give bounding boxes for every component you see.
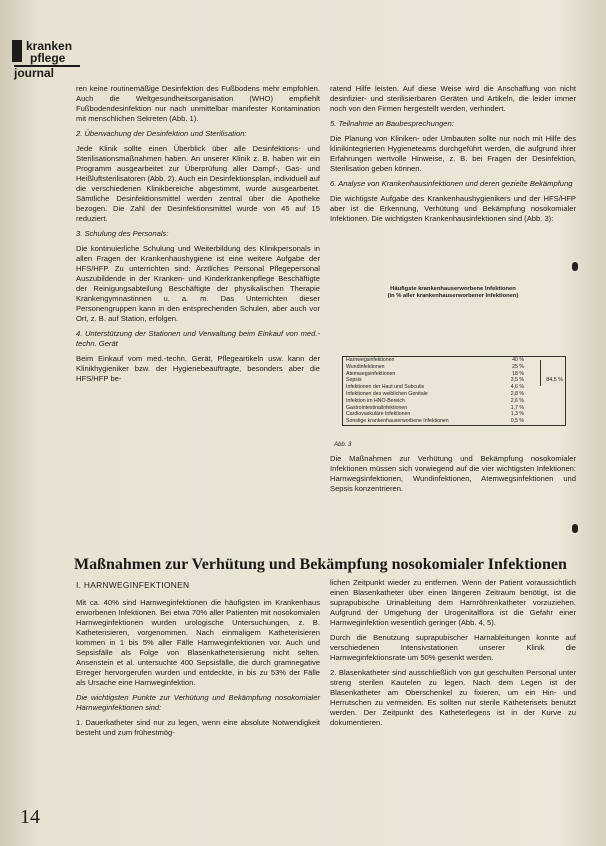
paragraph: 2. Blasenkatheter sind ausschließlich von gut geschulten Personal unter streng sterilen Kautelen zu legen. Nach dem Legen ist der Blasenkatheter am Oberschenkel zu fixieren, um ein Hin- und Herrutschen zu vermeiden. Es sollten nur sterile Katheterisets benutzt werden. Der Zeitpunkt des Katheterlegens ist in der Kurve zu dokumentieren. <box>330 668 576 727</box>
row-label: Infektionen des weiblichen Genitale <box>346 390 428 397</box>
paragraph: Die Planung von Kliniken- oder Umbauten sollte nur noch mit Hilfe des klinikintegrierten Hygieneteams durchgeführt werden, die aufgrund ihrer Erfahrungen wertvolle Hinweise, z. B. bei Fragen der Desinfektion, Sterilisation geben können. <box>330 134 576 173</box>
section-heading: 2. Überwachung der Desinfektion und Sterilisation: <box>76 129 247 138</box>
row-value: 40 % <box>512 357 524 363</box>
bottom-left-column <box>76 580 320 743</box>
section-heading: 6. Analyse von Krankenhausinfektionen und deren gezielte Bekämpfung <box>330 179 573 188</box>
row-label: Sepsis <box>346 377 362 384</box>
table-row <box>343 411 565 418</box>
section-heading: 4. Unterstützung der Stationen und Verwaltung beim Einkauf von med.-techn. Gerät <box>76 329 320 348</box>
page-number: 14 <box>20 806 40 828</box>
row-value: 1,7 % <box>510 404 524 411</box>
section-heading: Die wichtigsten Punkte zur Verhütung und Bekämpfung nosokomialer Harnweginfektionen sind: <box>76 693 320 712</box>
infection-table <box>342 356 566 426</box>
row-value: 2,6 % <box>510 397 524 404</box>
section-heading: 5. Teilnahme an Baubesprechungen: <box>330 119 454 128</box>
row-value: 4,6 % <box>510 384 524 391</box>
binder-hole <box>572 524 578 533</box>
row-label: Harnwegsinfektionen <box>346 357 395 363</box>
journal-logo <box>14 40 80 79</box>
figure-subtitle: (in % aller krankenhauserworbener Infektionen) <box>387 293 519 299</box>
paragraph: ren keine routinemäßige Desinfektion des Fußbodens mehr empfohlen. Auch die Weltgesundheitsorganisation (WHO) empfiehlt Fußbodendesinfektion nur nach unmittelbar manifester Kontamination mit menschlichen Sekreten (Abb. 1). <box>76 84 320 123</box>
table-row <box>343 384 565 391</box>
figure-title: Häufigste krankenhauserworbene Infektionen <box>390 286 516 292</box>
row-label: Infektionen der Haut und Subcutis <box>346 384 425 391</box>
paragraph: Mit ca. 40% sind Harnweginfektionen die häufigsten im Krankenhaus erworbenen Infektionen. Bei etwa 70% aller Patienten mit nosokomialen Harnweginfektionen wurden urologische Untersuchungen, z. B. Katheterisieren, vorgenommen. Nach einmaligem Katheterisieren kommen in 1 bis 5% aller Fälle Harnweginfektionen vor. Auch und Sepsisfälle als Folge von Blasenkatheterisierung nicht selten. Ansenstein et al. untersuchte 400 Sepsisfälle, die durch gramnegative Erreger hervorgerufen wurden und entdeckte, in bis zu 53% der Fälle als Ursache eine Harnweginfektion. <box>76 598 320 687</box>
paragraph: Durch die Benutzung suprapubischer Harnableitungen konnte auf verschiedenen Intensivstationen unserer Klinik die Harnweginfektionsrate um 50% gesenkt werden. <box>330 633 576 662</box>
table-row <box>343 371 565 378</box>
row-label: Cardiovaskuläre Infektionen <box>346 411 411 418</box>
row-value: 25 % <box>512 363 524 370</box>
paragraph: Die kontinuierliche Schulung und Weiterbildung des Klinikpersonals in allen Fragen der Krankenhaushygiene ist eine weitere Aufgabe der HFS/HFP. Zu unterrichten sind: Ärztliches Personal Pflegepersonal Auszubildende in der Kranken- und Kinderkrankenpflege Beschäftigte der Reinigungsabteilung Beschäftigte der physikalischen Therapie Krankengymnastinnen u. a. m. Das Unterrichten dieser Personengruppen kann in den entsprechenden Schulen, aber auch vor Ort, z. B. auf Station, erfolgen. <box>76 244 320 323</box>
row-label: Atemwegsinfektionen <box>346 370 396 377</box>
paragraph: Jede Klinik sollte einen Überblick über alle Desinfektions- und Sterilisationsmaßnahmen haben. An unserer Klinik z. B. haben wir ein Programm ausgearbeitet zur Überprüfung aller Dampf-, Gas- und Heißluftsterilisatoren (Abb. 2). Auch ein Desinfektionsplan, individuell auf die verschiedenen Klinikbereiche abgestimmt, wurde ausgearbeitet. Sämtliche Desinfektionsmittel werden zentral über die Apotheke bezogen. Die Zahl der Desinfektionsmittel wurde von 45 auf 15 reduziert. <box>76 144 320 223</box>
row-value: 18 % <box>512 370 524 377</box>
table-row <box>343 398 565 405</box>
row-value: 3,5 % <box>510 377 524 384</box>
figure-3 <box>334 286 572 436</box>
paragraph: Die Maßnahmen zur Verhütung und Bekämpfung nosokomialer Infektionen müssen sich vorwiegend auf die vier wichtigsten Infektionen: Harnwegsinfektionen, Wundinfektionen, Atemwegsinfektionen und Sepsis konzentrieren. <box>330 454 576 493</box>
table-row <box>343 364 565 371</box>
sum-brace <box>536 360 541 386</box>
row-value: 1,3 % <box>510 411 524 418</box>
row-label: Wundinfektionen <box>346 363 385 370</box>
paragraph: Die wichtigste Aufgabe des Krankenhaushygienikers und der HFS/HFP aber ist die Erkennung, Verhütung und Bekämpfung nosokomialer Infektionen. Die wichtigsten Krankenhausinfektionen sind (Abb. 3): <box>330 194 576 223</box>
row-label: Sonstige krankenhauserworbene Infektionen <box>346 418 449 425</box>
section-heading: I. HARNWEGINFEKTIONEN <box>76 580 190 590</box>
section-heading: 3. Schulung des Personals: <box>76 229 169 238</box>
binder-hole <box>572 262 578 271</box>
row-label: Infektion im HNO-Bereich <box>346 397 405 404</box>
table-row <box>343 405 565 412</box>
row-value: 0,5 % <box>510 418 524 425</box>
paragraph: ratend Hilfe leisten. Auf diese Weise wird die Anschaffung von nicht desinfizier- und sterilisierbaren Geräten und Artikeln, die leider immer noch von den Firmen hergestellt werden, verhindert. <box>330 84 576 113</box>
paragraph: 1. Dauerkatheter sind nur zu legen, wenn eine absolute Notwendigkeit besteht und zum frühestmög- <box>76 718 320 737</box>
table-row <box>343 377 565 384</box>
right-column <box>330 84 576 229</box>
bottom-right-column <box>330 578 576 733</box>
figure-caption: Abb. 3 <box>334 442 352 448</box>
row-label: Gastrointestinalinfektionen <box>346 404 408 411</box>
table-row <box>343 418 565 425</box>
logo-line-3: journal <box>14 65 80 79</box>
logo-line-2: pflege <box>30 51 66 65</box>
right-column-continued <box>330 454 576 499</box>
article-headline: Maßnahmen zur Verhütung und Bekämpfung nosokomialer Infektionen <box>74 556 567 573</box>
table-row <box>343 357 565 364</box>
logo-line-1: kranken <box>26 39 73 53</box>
row-value: 2,8 % <box>510 390 524 397</box>
paragraph: lichen Zeitpunkt wieder zu entfernen. Wenn der Patient voraussichtlich einen Blasenkatheter über einen längeren Zeitraum benötigt, ist die suprapubische Urinableitung dem Harnröhrenkatheter vorzuziehen. Aufgrund der Umgehung der Urogenitalflora ist die Gefahr einer Harnweginfektion wesentlich geringer (Abb. 4, 5). <box>330 578 576 627</box>
paragraph: Beim Einkauf vom med.-techn. Gerät, Pflegeartikeln usw. kann der Klinikhygieniker bzw. der Hygienebeauftragte, besonders aber die HFS/HFP be- <box>76 354 320 383</box>
left-column <box>76 84 320 389</box>
table-row <box>343 391 565 398</box>
sum-value: 84,5 % <box>546 377 563 383</box>
